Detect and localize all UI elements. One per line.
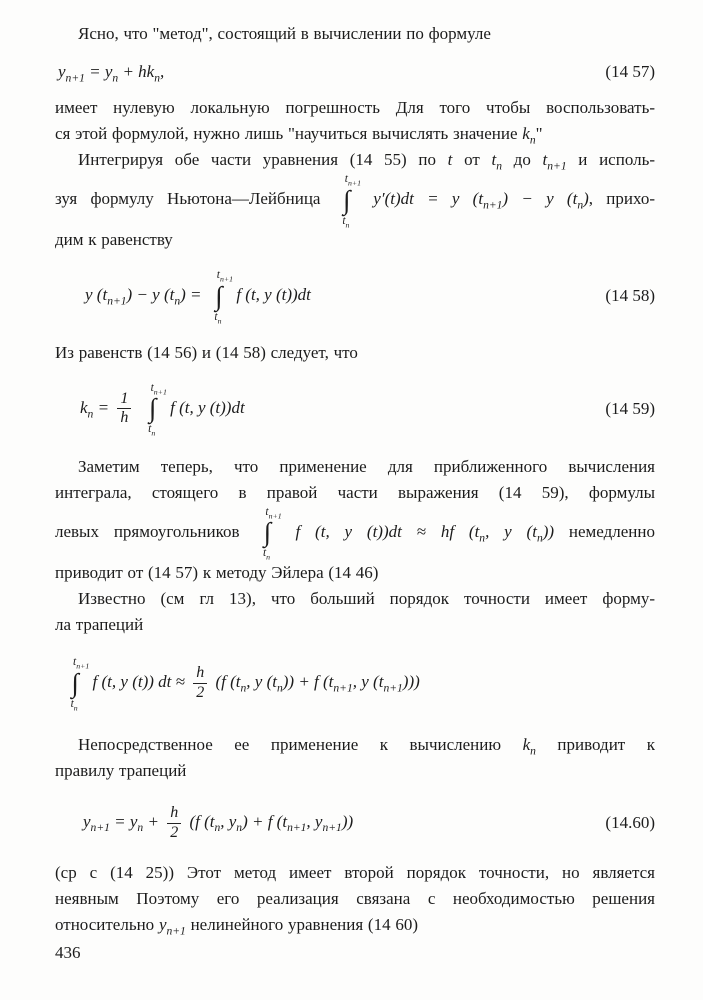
paragraph-5-line-4: приводит от (14 57) к методу Эйлера (14 46) — [55, 563, 379, 583]
integral-icon: ∫ — [215, 280, 223, 311]
paragraph-3-line-1: Интегрируя обе части уравнения (14 55) по t от $t_n$ до $t_{n+1}$ и исполь- — [78, 150, 655, 173]
paragraph-8-line-1: (ср с (14 25)) Этот метод имеет второй порядок точности, но является — [55, 863, 655, 883]
paragraph-2-line-1: имеет нулевую локальную погрешность Для того чтобы воспользовать- — [55, 98, 655, 117]
equation-14-59 — [55, 382, 655, 436]
equation-14-60 — [55, 804, 655, 842]
equation-14-60-tag: (14.60) — [605, 813, 655, 833]
paragraph-5-line-1: Заметим теперь, что применение для приближенного вычисления — [78, 456, 655, 476]
integral-icon: ∫ — [343, 184, 351, 215]
paragraph-6-line-1: Известно (см гл 13), что больший порядок точности имеет форму- — [78, 589, 655, 609]
paragraph-3-line-2: зуя формулу Ньютона—Лейбница $t_{n+1}$ ∫ $t_n$ y′(t)dt = y $(t_{n+1}) - y$ $(t_n)$, прихо- — [55, 173, 656, 229]
paragraph-7-line-2: правилу трапеций — [55, 761, 187, 781]
equation-14-57 — [55, 59, 655, 85]
equation-14-58-tag: (14 58) — [605, 286, 655, 306]
paragraph-2-line-2: ся этой формулой, нужно лишь "научиться вычислять значение $k_n$" — [55, 124, 543, 147]
equation-14-59-body: $k_n$ = $\frac{1}{h}$ $t_{n+1}$ ∫ $t_n$ f (t, y (t))dt — [80, 381, 245, 438]
paragraph-8-line-3: относительно $y_{n+1}$ нелинейного уравнения (14 60) — [55, 915, 418, 938]
integral-icon: ∫ — [71, 667, 79, 698]
equation-trapezoid-body: $t_{n+1}$ ∫ $t_n$ f (t, y (t)) dt ≈ $\frac{h}{2}$ (f ($t_n$, y $(t_n)) + f$ ($t_{n+1}$, y $(t_{n+1})$)) — [70, 656, 420, 713]
paragraph-5-line-2: интеграла, стоящего в правой части выражения (14 59), формулы — [55, 482, 655, 502]
paragraph-3-line-3: дим к равенству — [55, 230, 173, 250]
equation-trapezoid — [55, 656, 655, 713]
integral-icon: ∫ — [149, 393, 157, 424]
paragraph-7-line-1: Непосредственное ее применение к вычислению $k_n$ приводит к — [78, 735, 655, 758]
equation-14-57-body: $y_{n+1} = y_n + hk_n$, — [58, 62, 165, 85]
equation-14-60-body: $y_{n+1} = y_n$ + $\frac{h}{2}$ (f ($t_n$, $y_n) + f$ ($t_{n+1}$, $y_{n+1}$)) — [83, 804, 354, 841]
paragraph-6-line-2: ла трапеций — [55, 615, 144, 635]
equation-14-58 — [55, 269, 655, 326]
equation-14-58-body: y $(t_{n+1}) - y$ $(t_n)$ = $t_{n+1}$ ∫ $t_n$ f (t, y (t))dt — [85, 269, 311, 326]
page-number: 436 — [55, 943, 81, 963]
paragraph-1-line-1: Ясно, что "метод", состоящий в вычислении по формуле — [78, 24, 491, 43]
equation-14-59-tag: (14 59) — [605, 398, 655, 418]
integral-icon: ∫ — [263, 517, 272, 548]
equation-14-57-tag: (14 57) — [605, 62, 655, 81]
paragraph-4-line-1: Из равенств (14 56) и (14 58) следует, что — [55, 342, 358, 362]
paragraph-5-line-3: левых прямоугольников $t_{n+1}$ ∫ $t_n$ f (t, y (t))dt ≈ hf ($t_n$, y $(t_n)$) немедленно — [55, 505, 655, 562]
paragraph-8-line-2: неявным Поэтому его реализация связана с необходимостью решения — [55, 889, 655, 909]
